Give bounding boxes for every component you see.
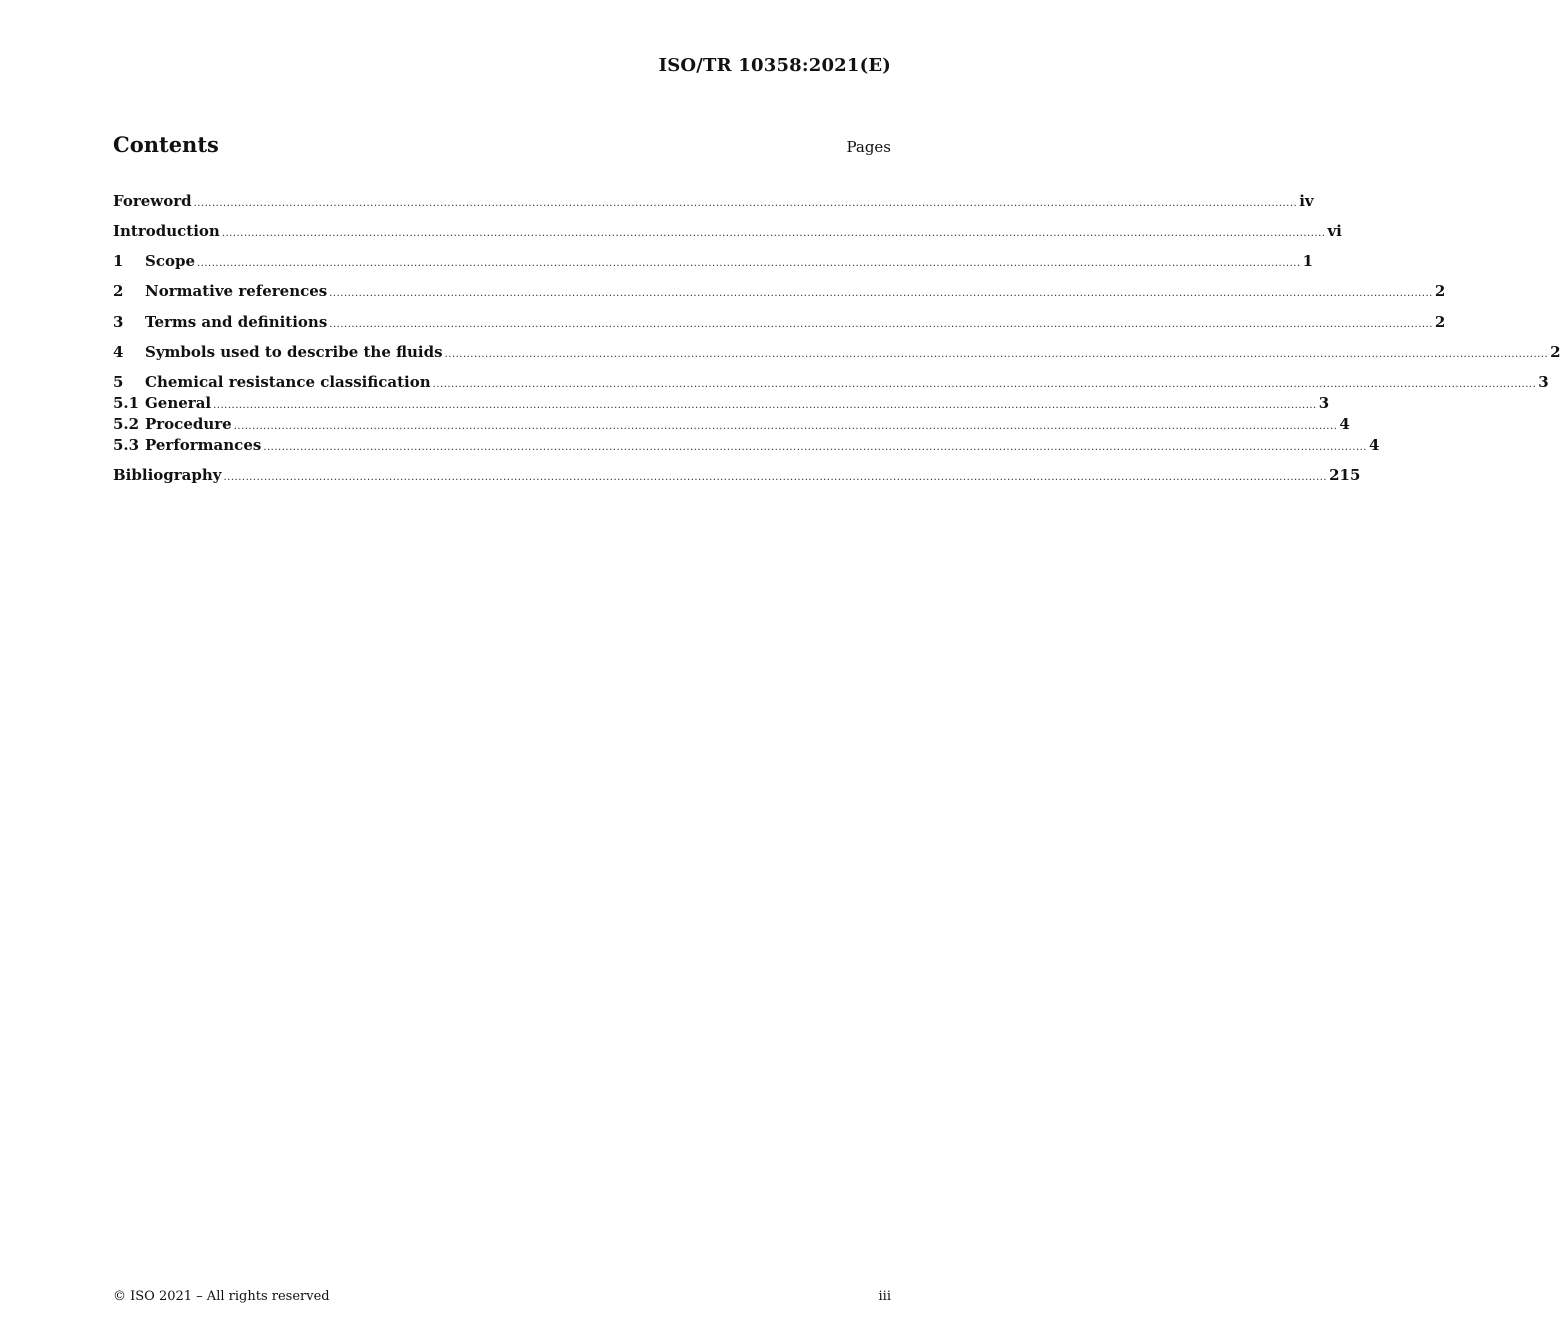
toc-entry-introduction[interactable] <box>113 220 1342 242</box>
toc-entry-label: Symbols used to describe the fluids <box>145 343 443 361</box>
toc-leader-dots: ............................................................................................................................................................................................................................................................................................................ <box>197 258 1301 269</box>
toc-entry-chemical-resistance[interactable] <box>113 371 1549 393</box>
toc-entry-symbols[interactable] <box>113 341 1561 363</box>
toc-entry-bibliography[interactable] <box>113 464 1361 486</box>
toc-leader-dots: ............................................................................................................................................................................................................................................................................................................ <box>223 472 1328 483</box>
toc-entry-general[interactable] <box>113 392 1330 414</box>
toc-leader-dots: ............................................................................................................................................................................................................................................................................................................ <box>233 421 1338 432</box>
toc-entry-page: 4 <box>1368 436 1380 454</box>
toc-entry-page: 2 <box>1434 282 1446 300</box>
toc-entry-label: Normative references <box>145 282 328 300</box>
toc-leader-dots: ............................................................................................................................................................................................................................................................................................................ <box>221 228 1326 239</box>
toc-entry-label: Introduction <box>113 222 220 240</box>
toc-leader-dots: ............................................................................................................................................................................................................................................................................................................ <box>329 288 1433 299</box>
toc-entry-number: 5 <box>113 373 124 391</box>
toc-entry-label: Bibliography <box>113 466 222 484</box>
toc-entry-label: Chemical resistance classification <box>145 373 431 391</box>
document-id: ISO/TR 10358:2021(E) <box>658 55 891 76</box>
toc-leader-dots: ............................................................................................................................................................................................................................................................................................................ <box>432 379 1537 390</box>
toc-entry-page: 4 <box>1339 415 1350 433</box>
toc-entry-label: Foreword <box>113 192 192 210</box>
toc-entry-label: Performances <box>145 436 262 454</box>
toc-entry-scope[interactable] <box>113 250 1314 272</box>
toc-leader-dots: ............................................................................................................................................................................................................................................................................................................ <box>213 400 1317 411</box>
toc-entry-number: 2 <box>113 282 124 300</box>
toc-entry-page: iv <box>1299 192 1314 210</box>
toc-entry-page: 2 <box>1550 343 1561 361</box>
toc-entry-number: 5.1 <box>113 394 140 412</box>
pages-label: Pages <box>846 138 891 156</box>
toc-entry-procedure[interactable] <box>113 413 1350 435</box>
footer-page-number: iii <box>878 1289 891 1304</box>
toc-entry-page: 3 <box>1318 394 1330 412</box>
toc-leader-dots: ............................................................................................................................................................................................................................................................................................................ <box>263 442 1367 453</box>
toc-entry-number: 4 <box>113 343 124 361</box>
toc-leader-dots: ............................................................................................................................................................................................................................................................................................................ <box>193 198 1298 209</box>
toc-entry-page: 3 <box>1538 373 1549 391</box>
toc-entry-normative-references[interactable] <box>113 280 1446 302</box>
toc-entry-label: General <box>145 394 212 412</box>
toc-entry-page: 1 <box>1302 252 1314 270</box>
toc-entry-number: 5.2 <box>113 415 140 433</box>
toc-entry-foreword[interactable] <box>113 190 1314 212</box>
toc-entry-number: 5.3 <box>113 436 140 454</box>
contents-title: Contents <box>113 132 219 157</box>
toc-entry-page: 2 <box>1434 313 1446 331</box>
toc-entry-performances[interactable] <box>113 434 1380 456</box>
toc-entry-number: 1 <box>113 252 124 270</box>
toc-leader-dots: ............................................................................................................................................................................................................................................................................................................ <box>329 319 1433 330</box>
footer-copyright: © ISO 2021 – All rights reserved <box>113 1289 330 1304</box>
toc-leader-dots: ............................................................................................................................................................................................................................................................................................................ <box>444 349 1549 360</box>
toc-entry-terms-and-definitions[interactable] <box>113 311 1446 333</box>
toc-entry-number: 3 <box>113 313 124 331</box>
toc-entry-page: vi <box>1327 222 1342 240</box>
toc-entry-label: Scope <box>145 252 196 270</box>
toc-entry-label: Terms and definitions <box>145 313 328 331</box>
toc-entry-label: Procedure <box>145 415 232 433</box>
toc-entry-page: 215 <box>1329 466 1361 484</box>
